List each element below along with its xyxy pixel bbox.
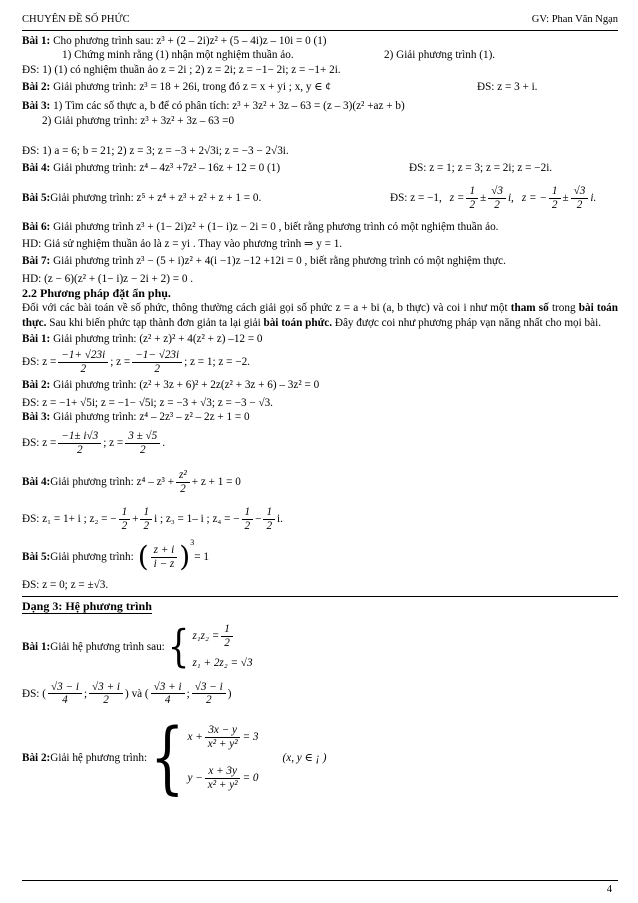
bai3-line (22, 99, 618, 113)
bai6-label: Bài 6: (22, 220, 51, 233)
bai1-answer: ĐS: 1) (1) có nghiệm thuần ảo z = 2i ; 2) z = 2i; z = −1− 2i; z = −1+ 2i. (22, 63, 341, 76)
m-bai4-answer: ĐS: z₁ = 1+ i ; z₂ = − $\frac{1}{2}$ + $\frac{1}{2}$ i ; z₃ = 1– i ; z₄ = − $\frac{1}{2}$ − $\frac{1}{2}$ i. (22, 505, 283, 532)
m-bai2-answer: ĐS: z = −1+ √5i; z = −1− √5i; z = −3 + √3; z = −3 − √3. (22, 396, 273, 409)
bai4-text: Giải phương trình: z⁴ – 4z³ +7z² – 16z + 12 = 0 (1) (50, 162, 281, 175)
m-bai3-line: Bài 3: Giải phương trình: z⁴ – 2z³ – z² – 2z + 1 = 0 (22, 410, 250, 423)
bai6-line (22, 220, 618, 234)
bai6-hint: HD: Giả sử nghiệm thuần ảo là z = yi . Thay vào phương trình ⇒ y = 1. (22, 237, 343, 250)
bai2-answer: ĐS: z = 3 + i. (477, 80, 538, 93)
section-heading: 2.2 Phương pháp đặt ẩn phụ. (22, 285, 171, 300)
fraction: $\frac{-1\pm i√3}{2}$ (58, 430, 101, 457)
section-paragraph: Đối với các bài toán về số phức, thông thường cách giải gọi số phức z = a + bi (a, b thực) và coi i như một tham số trong bài toán thực. Sau khi biến phức tạp thành đơn giản ta lại giải bài toán phức. Đây được coi như phương pháp vạn năng nhất cho mọi bài. (22, 302, 618, 329)
bai7-text: Giải phương trình z³ − (5 + i)z² + 4(i −1)z −12 +12i = 0 , biết rằng phương trình có một nghiệm thực. (50, 255, 506, 268)
bai4-label: Bài 4: (22, 162, 51, 175)
fraction: $\frac{-1- √23i}{2}$ (132, 349, 182, 376)
exponent: 3 (190, 538, 195, 548)
m-bai1-answer: ĐS: z = $\frac{-1+ √23i}{2}$ ; z = $\frac{-1- √23i}{2}$ ; z = 1; z = −2. (22, 348, 250, 375)
bai3-label: Bài 3: (22, 100, 51, 113)
page-number: 4 (606, 884, 612, 895)
system-brace: { (150, 711, 185, 803)
fraction: $\frac{1}{2}$ (140, 506, 152, 533)
fraction: $\frac{z + i}{i - z}$ (151, 544, 178, 571)
page-header (22, 14, 618, 31)
bai7-line (22, 254, 618, 268)
footer-rule (22, 880, 618, 881)
fraction: $\frac{1}{2}$ (242, 506, 254, 533)
fraction: $\frac{x + 3y}{\text{x² + y²}}$ (205, 765, 241, 792)
bai2-label: Bài 2: (22, 80, 51, 93)
bai5-answer: ĐS: z = −1, z = $\frac{1}{2}$ ± $\frac{√3}{2}$ i, z = − $\frac{1}{2}$ ± $\frac{√3}{2}$ i. (390, 185, 597, 212)
h-bai2-line: Bài 2: Giải hệ phương trình: { x + $\frac{3x - y}{\text{x² + y²}}$ = 3 y − $\frac{x + 3y}{\text{x² + y²}}$ = 0 (x, y ∈ ¡ ) (22, 711, 327, 803)
h-bai1-line: Bài 1: Giải hệ phương trình sau: { z₁z₂ = $\frac{1}{2}$ z₁ + 2z₂ = √3 (22, 620, 253, 673)
fraction: $\frac{\text{z²}}{2}$ (176, 469, 190, 496)
bai2-line (22, 80, 618, 94)
bai5-root2-z: z = (449, 192, 465, 205)
fraction: $\frac{√3 - i}{2}$ (192, 681, 226, 708)
bai1-parts (22, 48, 618, 62)
bai3-answer: ĐS: 1) a = 6; b = 21; 2) z = 3; z = −3 + 2√3i; z = −3 − 2√3i. (22, 144, 289, 157)
bai5-text: Giải phương trình: z⁵ + z⁴ + z³ + z² + z + 1 = 0. (50, 192, 262, 205)
fraction: $\frac{3 \pm √5}{2}$ (125, 430, 160, 457)
fraction: $\frac{√3 + i}{2}$ (89, 681, 123, 708)
m-bai2-line: Bài 2: Giải phương trình: (z² + 3z + 6)² + 2z(z² + 3z + 6) – 3z² = 0 (22, 379, 320, 392)
bai7-hint: HD: (z − 6)(z² + (1− i)z − 2i + 2) = 0 . (22, 272, 194, 285)
fraction: $\frac{1}{2}$ (119, 506, 131, 533)
fraction: $\frac{√3}{2}$ (571, 185, 589, 212)
bai5-label: Bài 5: (22, 192, 51, 205)
system-brace: { (167, 620, 190, 673)
fraction: $\frac{√3}{2}$ (488, 185, 506, 212)
page-content (22, 34, 618, 803)
bai2-text: Giải phương trình: z³ = 18 + 26i, trong đó z = x + yi ; x, y ∈ ¢ (50, 80, 331, 93)
bai1-line (22, 34, 618, 48)
m-bai5-answer: ĐS: z = 0; z = ±√3. (22, 579, 109, 592)
bai7-label: Bài 7: (22, 255, 51, 268)
h-bai1-answer: ĐS: ( $\frac{√3 - i}{4}$ ; $\frac{√3 + i}{2}$ ) và ( $\frac{√3 + i}{4}$ ; $\frac{√3 - i}{2}$ ) (22, 680, 232, 707)
header-title: CHUYÊN ĐỀ SỐ PHỨC (22, 14, 130, 25)
fraction: $\frac{√3 - i}{4}$ (48, 681, 82, 708)
bai1-part2: 2) Giải phương trình (1). (384, 49, 496, 62)
m-bai3-answer: ĐS: z = $\frac{-1\pm i√3}{2}$ ; z = $\frac{3 \pm √5}{2}$ . (22, 429, 166, 456)
bai5-line (22, 182, 618, 216)
system2: x + $\frac{3x - y}{\text{x² + y²}}$ = 3 y − $\frac{x + 3y}{\text{x² + y²}}$ = 0 (187, 724, 259, 791)
bai3-part2: 2) Giải phương trình: z³ + 3z² + 3z – 63 =0 (42, 114, 235, 127)
bai4-answer: ĐS: z = 1; z = 3; z = 2i; z = −2i. (409, 162, 553, 175)
bai4-line (22, 161, 618, 175)
bai1-label: Bài 1: (22, 35, 51, 47)
m-bai5-line: Bài 5: Giải phương trình: ( $\frac{z + i}{i - z}$ ) 3 = 1 (22, 538, 209, 574)
fraction: $\frac{1}{2}$ (466, 185, 478, 212)
fraction: $\frac{√3 + i}{4}$ (151, 681, 185, 708)
bai1-part1: 1) Chứng minh rằng (1) nhận một nghiệm thuần ảo. (62, 49, 294, 62)
dang3-heading: Dạng 3: Hệ phương trình (22, 596, 618, 614)
fraction: $\frac{1}{2}$ (263, 506, 275, 533)
bai5-root1: ĐS: z = −1, (390, 192, 442, 205)
bai3-text: 1) Tìm các số thực a, b để có phân tích: z³ + 3z² + 3z – 63 = (z – 3)(z² +az + b) (50, 100, 405, 113)
fraction: $\frac{3x - y}{\text{x² + y²}}$ (205, 724, 241, 751)
bai6-text: Giải phương trình z³ + (1− 2i)z² + (1− i)z − 2i = 0 , biết rằng phương trình có một nghiệm thuần ảo. (50, 220, 499, 233)
m-bai1-line: Bài 1: Giải phương trình: (z² + z)² + 4(z² + z) –12 = 0 (22, 332, 263, 345)
bai1-text: Cho phương trình sau: z³ + (2 – 2i)z² + (5 – 4i)z – 10i = 0 (1) (50, 35, 327, 47)
fraction: $\frac{-1+ √23i}{2}$ (58, 349, 108, 376)
m-bai4-line: Bài 4: Giải phương trình: z⁴ – z³ + $\frac{\text{z²}}{2}$ + z + 1 = 0 (22, 468, 241, 495)
header-author: GV: Phan Văn Ngạn (531, 14, 618, 25)
system1: z₁z₂ = $\frac{1}{2}$ z₁ + 2z₂ = √3 (192, 623, 253, 670)
fraction: $\frac{1}{2}$ (221, 623, 233, 650)
fraction: $\frac{1}{2}$ (549, 185, 561, 212)
